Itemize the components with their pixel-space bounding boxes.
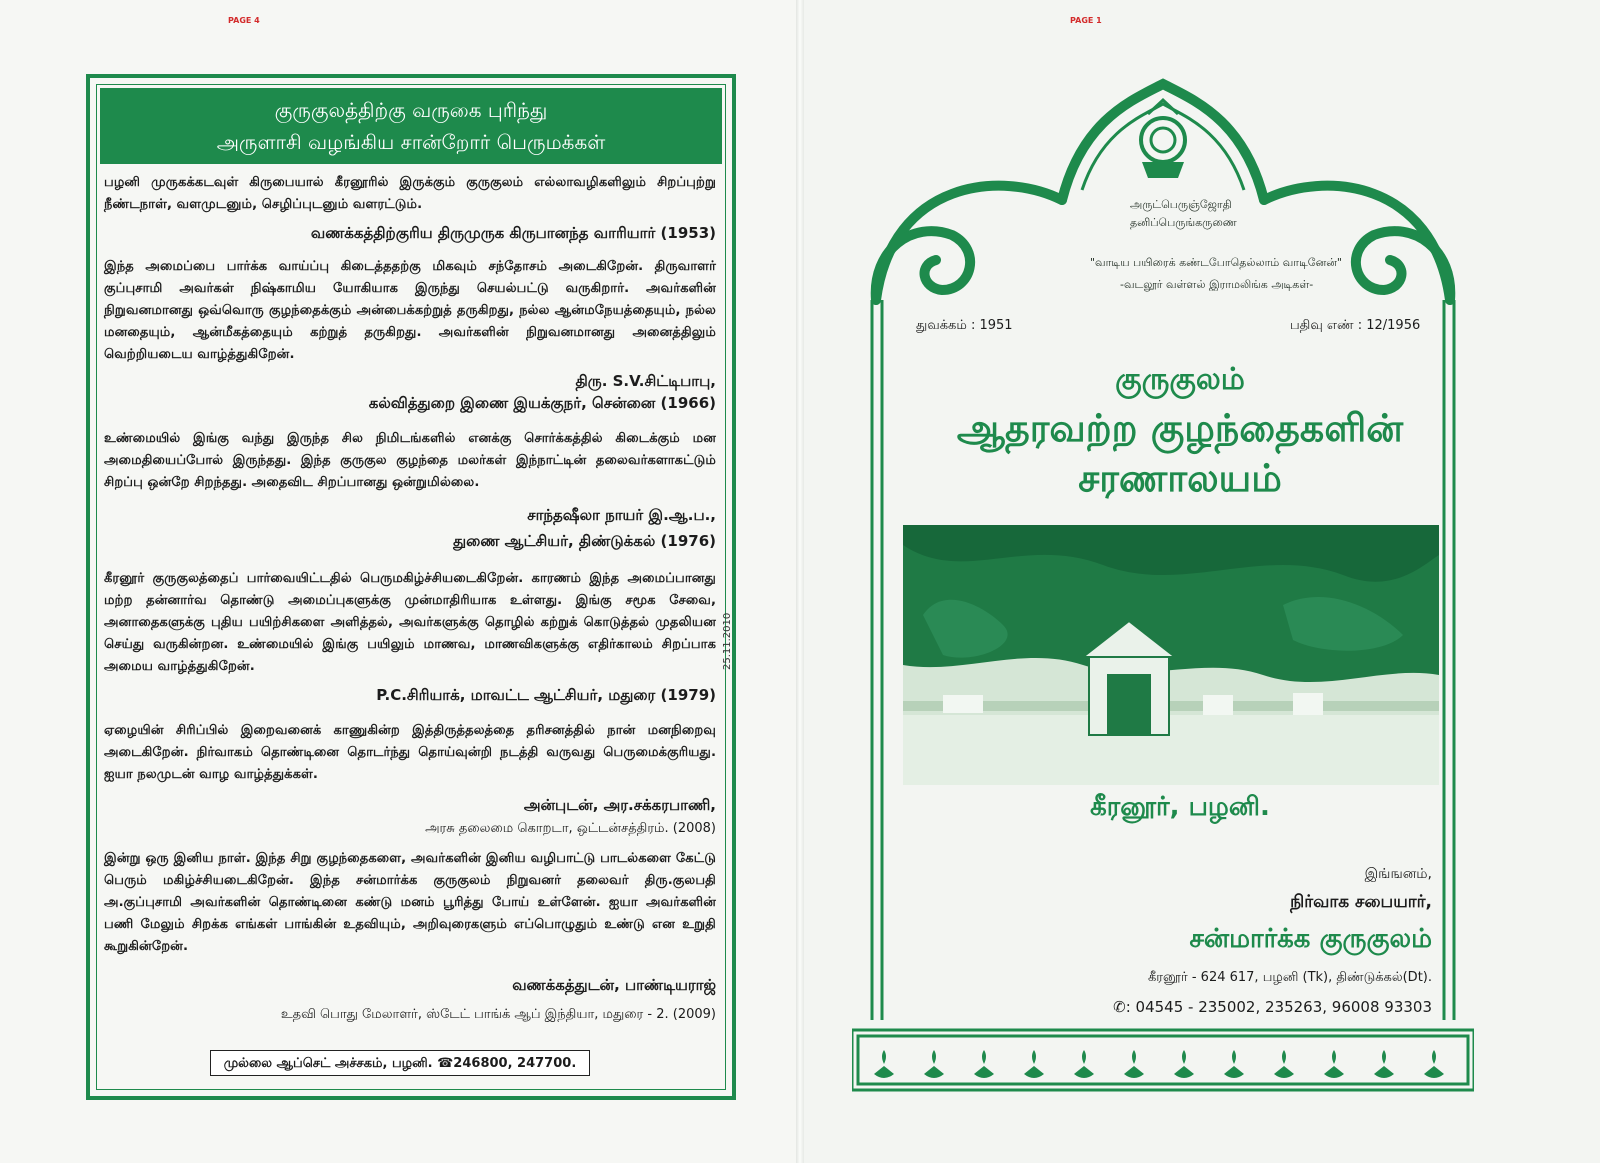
founded-year: துவக்கம் : 1951 (916, 318, 1013, 333)
date-stamp: 25.11.2010 (722, 612, 733, 670)
board-name: நிர்வாக சபையார், (1290, 892, 1432, 912)
building-photo-image (903, 525, 1439, 785)
signature-cyriac: P.C.சிரியாக், மாவட்ட ஆட்சியர், மதுரை (1979) (376, 686, 716, 704)
intro-text: பழனி முருகக்கடவுள் கிருபையால் கீரனூரில் இருக்கும் குருகுலம் எல்லாவழிகளிலும் சிறப்புற்று நீண்டநாள், வளமுடனும், செழிப்புடனும் வளரட்டும். (104, 175, 716, 212)
invocation-2: தனிப்பெருங்கருணை (1130, 216, 1237, 229)
testimonial-4: ஏழையின் சிரிப்பில் இறைவனைக் காணுகின்ற இத்திருத்தலத்தை தரிசனத்தில் நான் மனநிறைவு அடைகிறேன். நிர்வாகம் தொண்டினை தொடர்ந்து தொய்வுன்றி நடத்தி வருவது பெருமைக்குரியது. ஐயா நலமுடன் வாழ வாழ்த்துக்கள். (104, 723, 716, 782)
registration-number: பதிவு எண் : 12/1956 (1290, 318, 1421, 333)
title-line-1: ஆதரவற்ற குழந்தைகளின் (956, 406, 1404, 450)
address: கீரனூர் - 624 617, பழனி (Tk), திண்டுக்கல்(Dt). (1147, 970, 1432, 985)
signature-variyar: வணக்கத்திற்குரிய திருமுருக கிருபானந்த வாரியார் (1953) (310, 224, 716, 242)
testimonial-2: உண்மையில் இங்கு வந்து இருந்த சில நிமிடங்களில் எனக்கு சொர்க்கத்தில் கிடைக்கும் மன அமைதியைப்போல் இருந்தது. இந்த குருகுல குழந்தை மலர்கள் இந்நாட்டின் தலைவர்களாகட்டும் சிறப்பு ஒன்றே சிறந்தது. அதைவிட சிறப்பானது ஒன்றுமில்லை. (104, 431, 716, 490)
phone: ✆: 04545 - 235002, 235263, 96008 93303 (1113, 998, 1432, 1016)
lamp-row (874, 1050, 1444, 1078)
signature-chittibabu: திரு. S.V.சிட்டிபாபு, (575, 372, 716, 390)
quote-author: -வடலூர் வள்ளல் இராமலிங்க அடிகள்- (1120, 278, 1314, 291)
signature-pandiyaraj-title: உதவி பொது மேலாளர், ஸ்டேட் பாங்க் ஆப் இந்தியா, மதுரை - 2. (2009) (280, 1007, 716, 1022)
invocation-1: அருட்பெருஞ்ஜோதி (1130, 198, 1232, 211)
page-label-right: PAGE 1 (1070, 16, 1102, 25)
signature-pandiyaraj: வணக்கத்துடன், பாண்டியராஜ் (512, 976, 716, 994)
testimonial-5: இன்று ஒரு இனிய நாள். இந்த சிறு குழந்தைகளை, அவர்களின் இனிய வழிபாட்டு பாடல்களை கேட்டு பெரும் மகிழ்ச்சியடைகிறேன். இந்த சன்மார்க்க குருகுலம் நிறுவனர் தலைவர் திரு.குலபதி அ.குப்புசாமி அவர்களின் தொண்டினை கண்டு மனம் பூரித்து போய் உள்ளேன். ஐயா அவர்களின் பணி மேலும் சிறக்க எங்கள் பாங்கின் உதவியும், அறிவுரைகளும் எப்பொழுதும் உண்டு என உறுதி கூறுகின்றேன். (104, 851, 716, 954)
printer-info: முல்லை ஆப்செட் அச்சகம், பழனி. ☎246800, 247700. (210, 1050, 590, 1076)
signature-chittibabu-title: கல்வித்துறை இணை இயக்குநர், சென்னை (1966) (368, 394, 716, 412)
signature-chakrapani-title: அரசு தலைமை கொறடா, ஒட்டன்சத்திரம். (2008) (425, 821, 716, 836)
title-small: குருகுலம் (1115, 362, 1245, 397)
signature-chakrapani: அன்புடன், அர.சக்கரபாணி, (523, 796, 716, 814)
testimonial-3: கீரனூர் குருகுலத்தைப் பார்வையிட்டதில் பெருமகிழ்ச்சியடைகிறேன். காரணம் இந்த அமைப்பானது மற்ற தன்னார்வ தொண்டு அமைப்புகளுக்கு முன்மாதிரியாக உள்ளது. இங்கு சமூக சேவை, அனாதைகளுக்கு புதிய பயிற்சிகளை அளித்தல், அவர்களுக்கு தொழில் கற்றுக் கொடுத்தல் முதலியன செய்து வருகின்றன. உண்மையில் இங்கு பயிலும் மாணவ, மாணவிகளுக்கு எதிர்காலம் சிறப்பாக அமைய வாழ்த்துகிறேன். (104, 571, 716, 674)
org-name: சன்மார்க்க குருகுலம் (1189, 924, 1432, 954)
header-line-1: குருகுலத்திற்கு வருகை புரிந்து (274, 98, 548, 122)
header-line-2: அருளாசி வழங்கிய சான்றோர் பெருமக்கள் (216, 130, 606, 154)
quote: "வாடிய பயிரைக் கண்டபோதெல்லாம் வாடினேன்" (1090, 256, 1342, 269)
page-fold (796, 0, 804, 1163)
signature-nair-title: துணை ஆட்சியர், திண்டுக்கல் (1976) (453, 532, 716, 550)
page-label-left: PAGE 4 (228, 16, 260, 25)
building-photo (903, 525, 1439, 785)
closing: இங்ஙனம், (1364, 866, 1432, 882)
signature-nair: சாந்தஷீலா நாயர் இ.ஆ.ப., (527, 506, 716, 524)
testimonial-1: இந்த அமைப்பை பார்க்க வாய்ப்பு கிடைத்ததற்கு மிகவும் சந்தோசம் அடைகிறேன். திருவாளர் குப்புசாமி அவர்கள் நிஷ்காமிய யோகியாக இருந்து செயல்பட்டு வருகிறார். அவர்களின் நிறுவனமானது ஒவ்வொரு குழந்தைக்கும் அன்பைக்கற்றுத் தருகிறது, நல்ல ஆன்மநேயத்தையும், நல்ல மனதையும், ஆன்மீகத்தையும் கற்றுத் தருகிறது. அவர்களின் நிறுவனமானது அனைத்திலும் வெற்றியடைய வாழ்த்துகிறேன். (104, 259, 716, 362)
place-name: கீரனூர், பழனி. (1090, 792, 1270, 822)
title-line-2: சரணாலயம் (1078, 456, 1282, 500)
left-header (100, 88, 722, 164)
